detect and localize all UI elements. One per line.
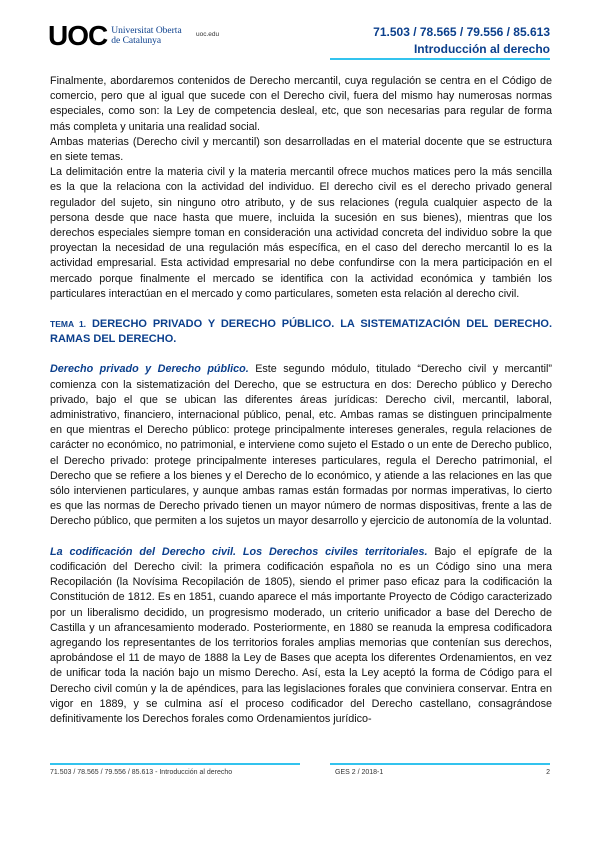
paragraph-ambas-materias: Ambas materias (Derecho civil y mercantil) son desarrolladas en el material docente que se estructura en siete temas. (50, 135, 552, 164)
footer-course: 71.503 / 78.565 / 79.556 / 85.613 - Introducción al derecho (50, 769, 233, 776)
paragraph-text: Bajo el epígrafe de la codificación del Derecho civil: la primera codificación española no es un Código sino una mera Recopilación (la Novísima Recopilación de 1805), siendo el primer paso eficaz para la codificación la Constitución de 1812. Es en 1851, cuando aparece el más importante Proyecto de Código caracterizado por un liberalismo decidido, un progresismo moderado, un criterio unificador a base del Derecho de Castilla y un afrancesamiento moderado. Posteriormente, en 1880 se reanuda la empresa codificadora agregando los representantes de los territorios forales amplias memorias que contenían sus derechos, aprobándose el 11 de mayo de 1888 la Ley de Bases que acepta los diferentes Ordenamientos, en vez de unificar toda la nación bajo un mismo Derecho. Así, esta la Ley aceptó la forma de Código para el Derecho civil común y la de apéndices, para las legislaciones forales que conviniera conservar. Entra en vigor en 1889, y se culmina así el proceso codificador del Derecho castellano, consagrándose definitivamente los Derechos forales como Ordenamientos jurídico- (50, 545, 553, 725)
paragraph-lead: Derecho privado y Derecho público. (50, 363, 249, 376)
footer-divider-right (330, 763, 550, 765)
paragraph-derecho-mercantil: Finalmente, abordaremos contenidos de Derecho mercantil, cuya regulación se centra en el Código de comercio, pero que al igual que sucede con el Derecho civil, fuera del mismo hay numerosas normas especiales, como son: la Ley de competencia desleal, etc, que son necesarias para regular de forma más completa y unitaria una realidad social. (50, 75, 552, 133)
document-body (50, 74, 552, 727)
page-number: 2 (546, 769, 550, 776)
course-codes: 71.503 / 78.565 / 79.556 / 85.613 (373, 25, 550, 39)
course-header (373, 24, 550, 58)
logo-university-line1: Universitat Oberta (111, 26, 182, 36)
section-prefix: TEMA 1. (50, 319, 87, 330)
paragraph-codificacion (50, 545, 552, 727)
course-title: Introducción al derecho (413, 42, 550, 56)
logo-mark: UOC (48, 20, 108, 51)
paragraph-text: Este segundo módulo, titulado “Derecho civil y mercantil” comienza con la sistematización del Derecho, que se estructura en dos: Derecho público y Derecho privado, bajo el que se ubican las diferentes áreas jurídicas: Derecho civil, mercantil, laboral, administrativo, financiero, internacional público, penal, etc. Ambas ramas se distinguen principalmente en que mientras el Derecho público: protege principalmente intereses generales, regula relaciones de carácter no económico, no patrimonial, e interviene como sujeto el Estado o un ente de Derecho publico, el Derecho privado: protege principalmente intereses particulares, regula el Derecho patrimonial, el Derecho que se refiere a los bienes y el Derecho de lo económico, y atiende a las relaciones en las que sólo intervienen particulares, y aunque ambas ramas están formadas por normas imperativas, lo cierto es que las normas de Derecho privado tienen un mayor número de normas dispositivas, frente a las de Derecho público, que permiten a los sujetos un mayor desarrollo y ejercicio de autonomía de la voluntad. (50, 363, 553, 528)
uoc-logo[interactable] (48, 20, 220, 51)
footer-divider-left (50, 763, 300, 765)
paragraph-lead: La codificación del Derecho civil. Los Derechos civiles territoriales. (50, 545, 428, 558)
header-divider (330, 58, 550, 60)
logo-url: uoc.edu (196, 31, 220, 38)
section-heading (50, 317, 552, 347)
logo-university-line2: de Catalunya (111, 36, 162, 46)
paragraph-delimitacion: La delimitación entre la materia civil y la materia mercantil ofrece muchos matices pero la más sencilla es la que la relaciona con la actividad del individuo. El derecho civil es el derecho privado general regulador del sujeto, sin ninguno otro atributo, y de sus relaciones (regula cualquier aspecto de la persona desde que nace hasta que muere, incluida la sucesión en sus bienes), mientras que los derechos especiales siempre toman en consideración una actividad concreta del individuo sobre la que proyectan la necesidad de una regulación más específica, en el caso del derecho mercantil lo es la actividad empresarial. Esta actividad empresarial no debe confundirse con la mera participación en el mercado porque finalmente el mercado se identifica con la actividad económica y también los particulares interactúan en el mercado y como particulares, someten esta relación al derecho civil. (50, 166, 552, 300)
footer-semester: GES 2 / 2018-1 (335, 769, 384, 776)
paragraph-derecho-privado-publico (50, 362, 552, 529)
section-title: DERECHO PRIVADO Y DERECHO PÚBLICO. LA SISTEMATIZACIÓN DEL DERECHO. RAMAS DEL DERECHO. (50, 318, 553, 346)
logo-university-name (111, 26, 181, 46)
